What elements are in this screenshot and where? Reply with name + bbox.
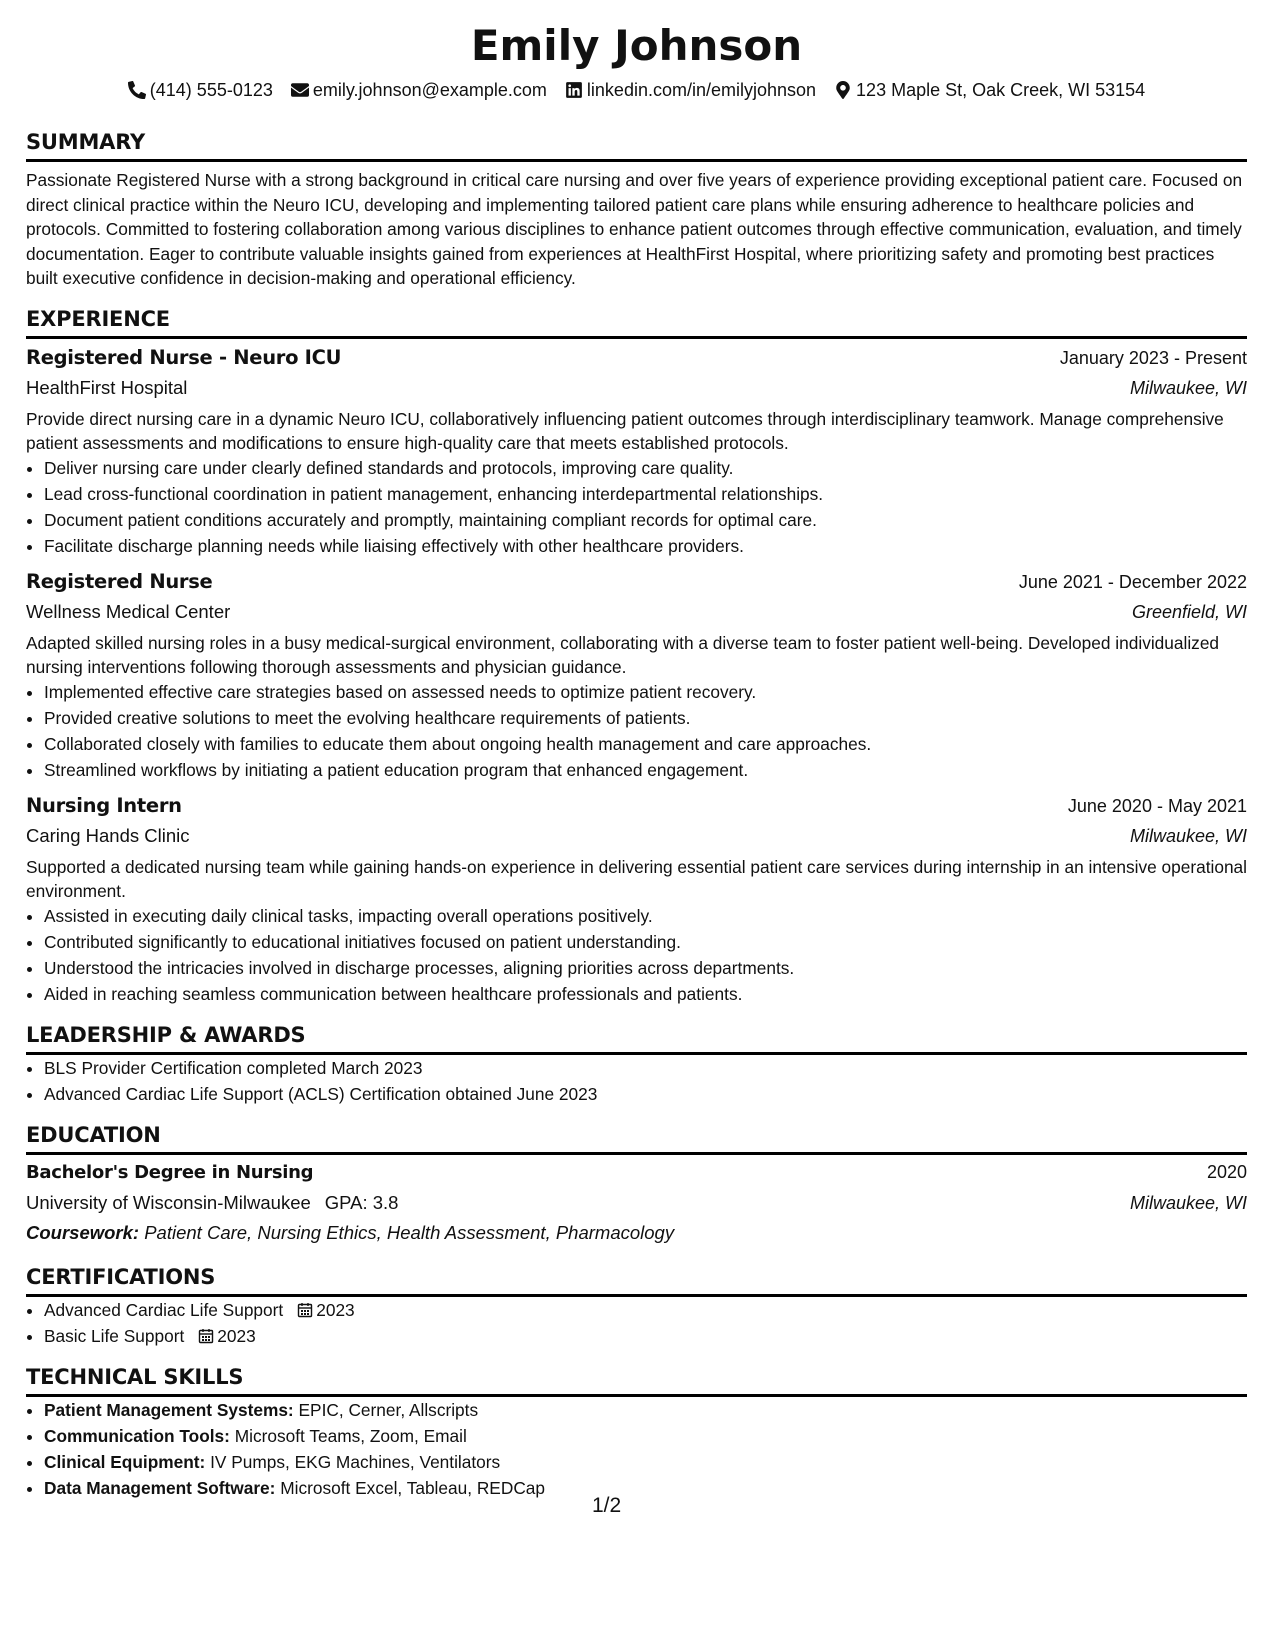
list-item: • Aided in reaching seamless communication between healthcare professionals and patients. — [44, 981, 1247, 1007]
skills-list — [26, 1397, 1247, 1501]
contact-email[interactable] — [291, 78, 547, 102]
job-entry — [26, 791, 1247, 1007]
job-entry — [26, 343, 1247, 559]
section-title-summary: SUMMARY — [26, 128, 1247, 162]
list-item: • Facilitate discharge planning needs while liaising effectively with other healthcare providers. — [44, 533, 1247, 559]
list-item: • Assisted in executing daily clinical tasks, impacting overall operations positively. — [44, 903, 1247, 929]
list-item — [44, 1297, 1247, 1323]
contact-address — [834, 78, 1145, 102]
job-bullets — [26, 903, 1247, 1007]
list-item: • Deliver nursing care under clearly defined standards and protocols, improving care quality. — [44, 455, 1247, 481]
calendar-icon — [198, 1328, 214, 1344]
job-location: Greenfield, WI — [1131, 601, 1247, 622]
education-year: 2020 — [1206, 1161, 1247, 1182]
skills-section — [26, 1363, 1247, 1501]
skill-label: Communication Tools: — [44, 1425, 230, 1446]
skill-value: Microsoft Excel, Tableau, REDCap — [280, 1477, 546, 1498]
section-title-certifications: CERTIFICATIONS — [26, 1263, 1247, 1297]
gpa: GPA: 3.8 — [324, 1191, 399, 1213]
certifications-section — [26, 1263, 1247, 1349]
map-marker-icon — [834, 81, 852, 99]
job-title: Registered Nurse — [26, 569, 213, 593]
list-item — [44, 1323, 1247, 1349]
section-title-skills: TECHNICAL SKILLS — [26, 1363, 1247, 1397]
list-item — [44, 1397, 1247, 1423]
job-description: Adapted skilled nursing roles in a busy medical-surgical environment, collaborating with a diverse team to foster patient well-being. Developed individualized nursing interventions following thorough assessments and physician guidance. — [26, 632, 1220, 677]
linkedin-icon — [565, 81, 583, 99]
page-number: 1/2 — [592, 1494, 622, 1517]
job-company: Wellness Medical Center — [26, 600, 231, 622]
skill-value: IV Pumps, EKG Machines, Ventilators — [210, 1451, 501, 1472]
skill-value: Microsoft Teams, Zoom, Email — [234, 1425, 467, 1446]
job-title: Nursing Intern — [26, 793, 182, 817]
list-item: • Streamlined workflows by initiating a patient education program that enhanced engagement. — [44, 757, 1247, 783]
job-description: Provide direct nursing care in a dynamic Neuro ICU, collaboratively influencing patient outcomes through interdisciplinary teamwork. Manage comprehensive patient assessments and modifications to ensure high-quality care that meets established protocols. — [26, 408, 1224, 453]
job-description: Supported a dedicated nursing team while gaining hands-on experience in delivering essential patient care services during internship in an intensive operational environment. — [26, 856, 1248, 901]
resume-page — [26, 18, 1247, 1501]
skill-value: EPIC, Cerner, Allscripts — [298, 1399, 479, 1420]
job-dates: January 2023 - Present — [1059, 347, 1247, 368]
certification-year: 2023 — [198, 1323, 255, 1349]
phone-icon — [128, 81, 146, 99]
envelope-icon — [291, 81, 309, 99]
email-text: emily.johnson@example.com — [312, 80, 547, 100]
skill-label: Data Management Software: — [44, 1477, 276, 1498]
section-title-experience: EXPERIENCE — [26, 305, 1247, 339]
summary-text: Passionate Registered Nurse with a strong background in critical care nursing and over five years of experience providing exceptional patient care. Focused on direct clinical practice within the Neuro ICU, developing and implementing tailored patient care plans while ensuring adherence to healthcare policies and protocols. Committed to fostering collaboration among various disciplines to enhance patient outcomes through effective communication, evaluation, and timely documentation. Eager to contribute valuable insights gained from experiences at HealthFirst Hospital, where prioritizing safety and promoting best practices built executive confidence in decision-making and operational efficiency. — [26, 170, 1243, 288]
list-item: • Contributed significantly to educational initiatives focused on patient understanding. — [44, 929, 1247, 955]
skill-label: Clinical Equipment: — [44, 1451, 206, 1472]
job-company: HealthFirst Hospital — [26, 376, 188, 398]
coursework-label: Coursework: — [26, 1221, 140, 1243]
contact-bar — [26, 78, 1247, 102]
phone-text: (414) 555-0123 — [149, 80, 273, 100]
certifications-list — [26, 1297, 1247, 1349]
calendar-icon — [297, 1302, 313, 1318]
coursework-line — [26, 1218, 1247, 1247]
list-item: • Collaborated closely with families to educate them about ongoing health management and care approaches. — [44, 731, 1247, 757]
awards-section — [26, 1021, 1247, 1107]
degree-title: Bachelor's Degree in Nursing — [26, 1161, 314, 1183]
candidate-name: Emily Johnson — [470, 21, 803, 70]
experience-section — [26, 305, 1247, 1007]
job-dates: June 2021 - December 2022 — [1018, 571, 1247, 592]
job-company: Caring Hands Clinic — [26, 824, 190, 846]
list-item — [44, 1423, 1247, 1449]
section-title-education: EDUCATION — [26, 1121, 1247, 1155]
address-text: 123 Maple St, Oak Creek, WI 53154 — [856, 80, 1146, 100]
list-item: • Advanced Cardiac Life Support (ACLS) Certification obtained June 2023 — [44, 1081, 1247, 1107]
list-item — [44, 1449, 1247, 1475]
school-line — [26, 1188, 398, 1217]
skill-label: Patient Management Systems: — [44, 1399, 294, 1420]
job-bullets — [26, 455, 1247, 559]
list-item: • Provided creative solutions to meet the evolving healthcare requirements of patients. — [44, 705, 1247, 731]
summary-section — [26, 128, 1247, 291]
education-location: Milwaukee, WI — [1129, 1192, 1247, 1213]
certification-year: 2023 — [297, 1297, 354, 1323]
certification-name: • Advanced Cardiac Life Support — [44, 1299, 284, 1320]
list-item: • Implemented effective care strategies based on assessed needs to optimize patient recovery. — [44, 679, 1247, 705]
list-item — [44, 1475, 1247, 1501]
list-item: • Understood the intricacies involved in discharge processes, aligning priorities across departments. — [44, 955, 1247, 981]
job-entry — [26, 567, 1247, 783]
contact-linkedin[interactable] — [565, 78, 816, 102]
job-title: Registered Nurse - Neuro ICU — [26, 345, 342, 369]
list-item: • Document patient conditions accurately and promptly, maintaining compliant records for optimal care. — [44, 507, 1247, 533]
job-location: Milwaukee, WI — [1129, 377, 1247, 398]
list-item: • Lead cross-functional coordination in patient management, enhancing interdepartmental relationships. — [44, 481, 1247, 507]
list-item: • BLS Provider Certification completed March 2023 — [44, 1055, 1247, 1081]
linkedin-text: linkedin.com/in/emilyjohnson — [586, 80, 817, 100]
job-bullets — [26, 679, 1247, 783]
certification-name: • Basic Life Support — [44, 1325, 185, 1346]
awards-list — [26, 1055, 1247, 1107]
contact-phone[interactable] — [128, 78, 273, 102]
job-location: Milwaukee, WI — [1129, 825, 1247, 846]
school-name: University of Wisconsin-Milwaukee — [26, 1191, 311, 1213]
coursework-list: Patient Care, Nursing Ethics, Health Assessment, Pharmacology — [144, 1221, 675, 1243]
education-section — [26, 1121, 1247, 1247]
section-title-awards: LEADERSHIP & AWARDS — [26, 1021, 1247, 1055]
job-dates: June 2020 - May 2021 — [1067, 795, 1247, 816]
